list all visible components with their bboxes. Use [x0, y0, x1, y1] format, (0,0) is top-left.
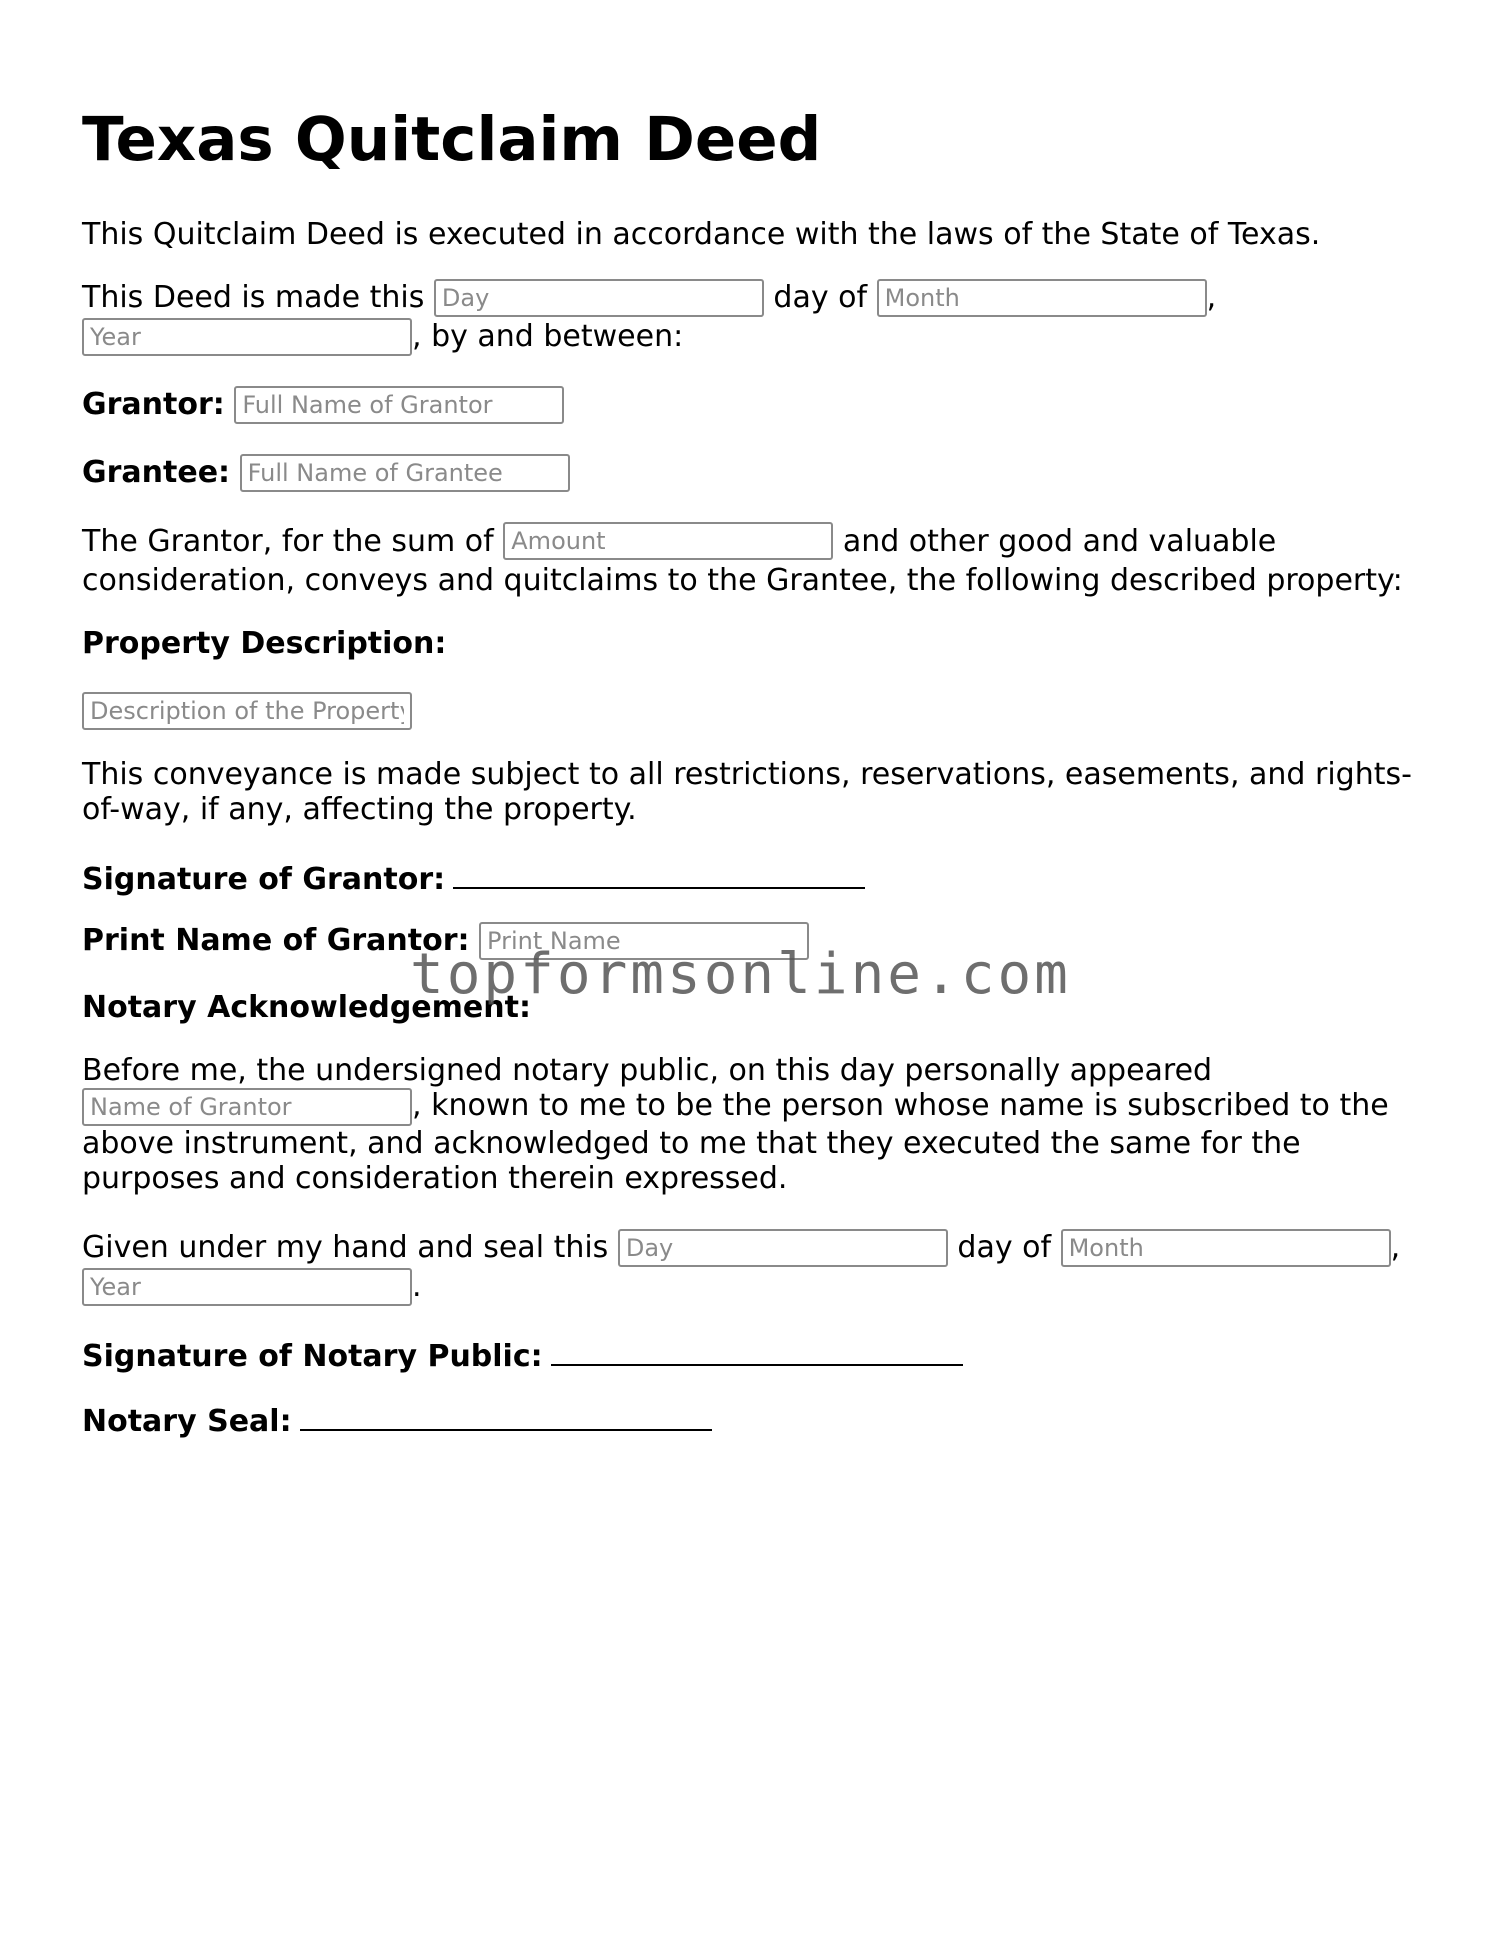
notary-prefix: Before me, the undersigned notary public, on this day personally appeared	[82, 1053, 1213, 1088]
consideration-prefix: The Grantor, for the sum of	[82, 524, 494, 559]
notary-signature-label: Signature of Notary Public:	[82, 1339, 543, 1374]
grantee-name-input[interactable]	[240, 454, 570, 492]
page-title: Texas Quitclaim Deed	[82, 104, 822, 175]
notary-paragraph	[82, 1053, 1422, 1196]
notary-seal-label: Notary Seal:	[82, 1404, 292, 1439]
seal-date-line-2	[82, 1268, 422, 1306]
watermark: topformsonline.com	[410, 942, 1071, 1007]
grantor-signature-line[interactable]	[453, 857, 865, 889]
seal-comma: ,	[1390, 1230, 1401, 1265]
property-description-label: Property Description:	[82, 626, 447, 661]
print-name-input[interactable]	[479, 922, 809, 960]
grantee-label: Grantee:	[82, 455, 231, 490]
day-input[interactable]	[434, 279, 764, 317]
seal-prefix: Given under my hand and seal this	[82, 1230, 609, 1265]
notary-suffix: , known to me to be the person whose name is subscribed to the above instrument, and acknowledged to me that they executed the same for the purposes and consideration therein expressed.	[82, 1088, 1389, 1196]
date-prefix: This Deed is made this	[82, 280, 425, 315]
consideration-suffix: and other good and valuable consideration, conveys and quitclaims to the Grantee, the following described property:	[82, 524, 1403, 598]
grantor-signature-label: Signature of Grantor:	[82, 862, 446, 897]
print-name-row	[82, 922, 809, 960]
year-input[interactable]	[82, 318, 412, 356]
seal-suffix: .	[412, 1269, 422, 1304]
date-comma: ,	[1206, 280, 1217, 315]
seal-date-line-1	[82, 1229, 1400, 1267]
seal-month-input[interactable]	[1061, 1229, 1391, 1267]
consideration-paragraph	[82, 522, 1422, 600]
grantor-name-input[interactable]	[234, 386, 564, 424]
grantor-label: Grantor:	[82, 387, 225, 422]
notary-signature-row	[82, 1334, 963, 1376]
notary-heading: Notary Acknowledgement:	[82, 990, 531, 1025]
notary-grantor-name-input[interactable]	[82, 1088, 412, 1126]
month-input[interactable]	[877, 279, 1207, 317]
subject-clause: This conveyance is made subject to all restrictions, reservations, easements, and rights-of-way, if any, affecting the property.	[82, 757, 1412, 827]
grantor-signature-row	[82, 857, 865, 899]
notary-seal-line[interactable]	[300, 1399, 712, 1431]
seal-mid: day of	[957, 1230, 1052, 1265]
seal-year-input[interactable]	[82, 1268, 412, 1306]
amount-input[interactable]	[503, 522, 833, 560]
intro-text: This Quitclaim Deed is executed in accordance with the laws of the State of Texas.	[82, 217, 1321, 252]
seal-day-input[interactable]	[618, 1229, 948, 1267]
grantee-row	[82, 454, 570, 492]
notary-signature-line[interactable]	[551, 1334, 963, 1366]
print-name-label: Print Name of Grantor:	[82, 923, 470, 958]
grantor-row	[82, 386, 564, 424]
date-line-1	[82, 279, 1216, 317]
date-line-2	[82, 318, 683, 356]
date-mid: day of	[773, 280, 868, 315]
date-suffix: , by and between:	[412, 319, 684, 354]
property-row	[82, 692, 412, 730]
property-description-input[interactable]	[82, 692, 412, 730]
notary-seal-row	[82, 1399, 712, 1441]
